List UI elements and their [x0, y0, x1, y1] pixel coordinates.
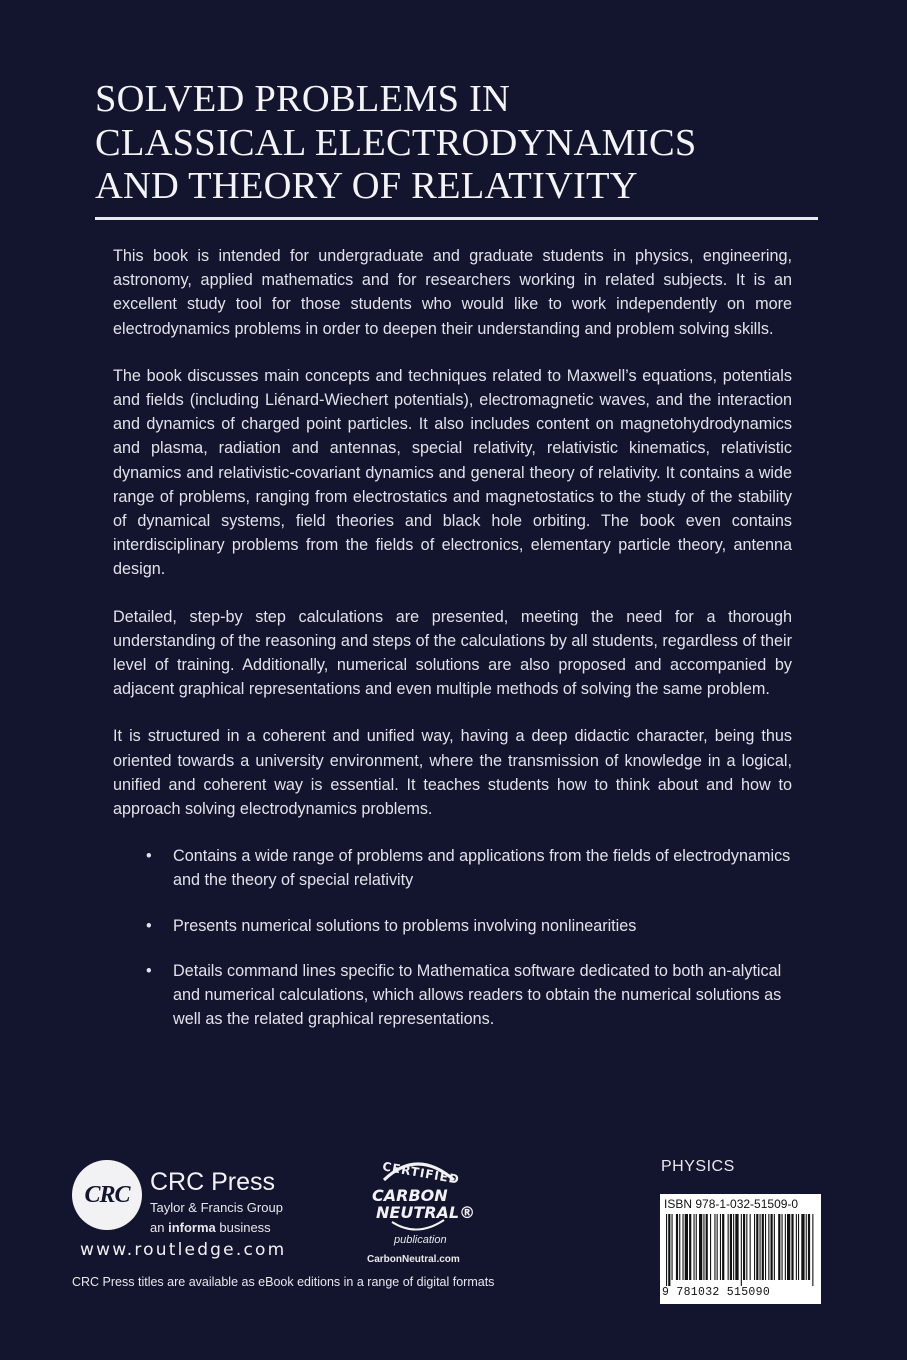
barcode-bar — [683, 1214, 684, 1280]
barcode-bar — [806, 1214, 807, 1280]
barcode-bar — [689, 1214, 691, 1280]
blurb — [113, 244, 792, 1052]
barcode-bar — [666, 1214, 667, 1286]
barcode-bar — [685, 1214, 688, 1280]
isbn-label: ISBN 978-1-032-51509-0 — [664, 1197, 799, 1211]
feature-list — [113, 844, 792, 1031]
publisher-informa: an informa business — [150, 1220, 271, 1235]
bullet-icon: • — [146, 961, 152, 980]
barcode-bar — [696, 1214, 697, 1280]
barcode-bar — [778, 1214, 780, 1280]
barcode-digits: 9 781032 515090 — [662, 1286, 771, 1299]
book-title — [95, 78, 835, 209]
paragraph-3: Detailed, step-by step calculations are presented, meeting the need for a thorough understanding of the reasoning and steps of the calculations by all students, regardless of their level of training. Additionally, numerical solutions are also proposed and accompanied by adjacent graphical representations and even multiple methods of solving the same problem. — [113, 607, 792, 699]
paragraph-1: This book is intended for undergraduate and graduate students in physics, engineering, astronomy, applied mathematics and for researchers working in related subjects. It is an excellent study tool for those students who would like to work independently on more electrodynamics problems in order to deepen their understanding and problem solving skills. — [113, 247, 792, 338]
barcode-bar — [733, 1214, 734, 1280]
barcode-bar — [741, 1214, 742, 1286]
cn-publication: publication — [394, 1234, 447, 1246]
cn-certified: CERTIFIED — [381, 1159, 461, 1187]
crc-logo-text: CRC — [84, 1181, 130, 1208]
barcode-bar — [720, 1214, 721, 1280]
barcode-bar — [694, 1214, 695, 1280]
title-line-1: SOLVED PROBLEMS IN — [95, 78, 511, 120]
barcode-bar — [801, 1214, 804, 1280]
feature-item — [113, 844, 792, 892]
feature-item — [113, 959, 792, 1032]
barcode-bar — [791, 1214, 793, 1280]
barcode-bar — [798, 1214, 799, 1280]
barcode-bar — [774, 1214, 775, 1280]
feature-text: Details command lines specific to Mathematica software dedicated to both an-alytical and numerical calculations, which allows readers to obtain the numerical solutions as well as the related graphical representations. — [173, 961, 782, 1029]
cn-neutral: NEUTRAL® — [376, 1203, 476, 1222]
barcode-bar — [703, 1214, 704, 1280]
barcode-bar — [760, 1214, 761, 1280]
barcode-bar — [743, 1214, 745, 1280]
bullet-icon: • — [146, 847, 152, 866]
barcode-bar — [672, 1214, 673, 1280]
barcode-bar — [714, 1214, 715, 1280]
barcode-bar — [771, 1214, 773, 1280]
title-divider — [95, 217, 818, 220]
barcode-bar — [756, 1214, 758, 1280]
barcode-bar — [785, 1214, 786, 1280]
barcode-bar — [812, 1214, 813, 1286]
title-line-2: CLASSICAL ELECTRODYNAMICS — [95, 121, 697, 164]
barcode-bar — [699, 1214, 702, 1280]
barcode-bar — [762, 1214, 764, 1280]
paragraph-2: The book discusses main concepts and techniques related to Maxwell’s equations, potentials and fields (including Liénard-Wiechert potentials), electromagnetic waves, and the interaction and dynamics of charged point particles. It also includes content on magnetohydrodynamics and plasma, radiation and antennas, special relativity, relativistic kinematics, relativistic dynamics and relativistic-covariant dynamics and general theory of relativity. It contains a wide range of problems, ranging from electrostatics and magnetostatics to the study of the stability of dynamical systems, field theories and black hole orbiting. The book even contains interdisciplinary problems from the fields of electronics, elementary particle theory, antenna design. — [113, 366, 792, 579]
barcode-bar — [679, 1214, 680, 1280]
barcode-bar — [796, 1214, 797, 1280]
barcode-bar — [765, 1214, 766, 1280]
barcode-bar — [706, 1214, 708, 1280]
cn-site: CarbonNeutral.com — [367, 1254, 460, 1265]
feature-text: Contains a wide range of problems and applications from the fields of electrodynamics and the theory of special relativity — [173, 847, 791, 890]
cn-carbon: CARBON — [372, 1186, 448, 1205]
barcode-bar — [808, 1214, 810, 1280]
ebook-note: CRC Press titles are available as eBook editions in a range of digital formats — [72, 1275, 495, 1289]
barcode-bar — [722, 1214, 724, 1280]
barcode-bar — [710, 1214, 711, 1280]
publisher-url: www.routledge.com — [80, 1240, 287, 1260]
barcode-bar — [728, 1214, 729, 1280]
barcode-bar — [787, 1214, 790, 1280]
title-line-3: AND THEORY OF RELATIVITY — [95, 165, 638, 207]
barcode-bar — [768, 1214, 769, 1280]
isbn-barcode — [660, 1194, 821, 1304]
barcode-bar — [750, 1214, 751, 1280]
bullet-icon: • — [146, 916, 152, 935]
barcode-bar — [730, 1214, 732, 1280]
barcode-bar — [782, 1214, 783, 1280]
barcode-bar — [676, 1214, 678, 1280]
publisher-name: CRC Press — [150, 1168, 276, 1196]
barcode-bar — [746, 1214, 747, 1280]
feature-text: Presents numerical solutions to problems involving nonlinearities — [173, 916, 637, 935]
feature-item — [113, 914, 792, 938]
barcode-bars — [666, 1214, 816, 1286]
barcode-bar — [668, 1214, 670, 1286]
barcode-bar — [717, 1214, 718, 1280]
publisher-group: Taylor & Francis Group — [150, 1200, 283, 1215]
barcode-bar — [754, 1214, 755, 1280]
subject-label: PHYSICS — [661, 1158, 735, 1175]
barcode-bar — [735, 1214, 738, 1280]
paragraph-4: It is structured in a coherent and unified way, having a deep didactic character, being thus oriented towards a university environment, where the transmission of knowledge in a logical, unified and coherent way is essential. It teaches students how to think about and how to approach solving electrodynamics problems. — [113, 727, 792, 819]
crc-logo — [72, 1160, 142, 1230]
